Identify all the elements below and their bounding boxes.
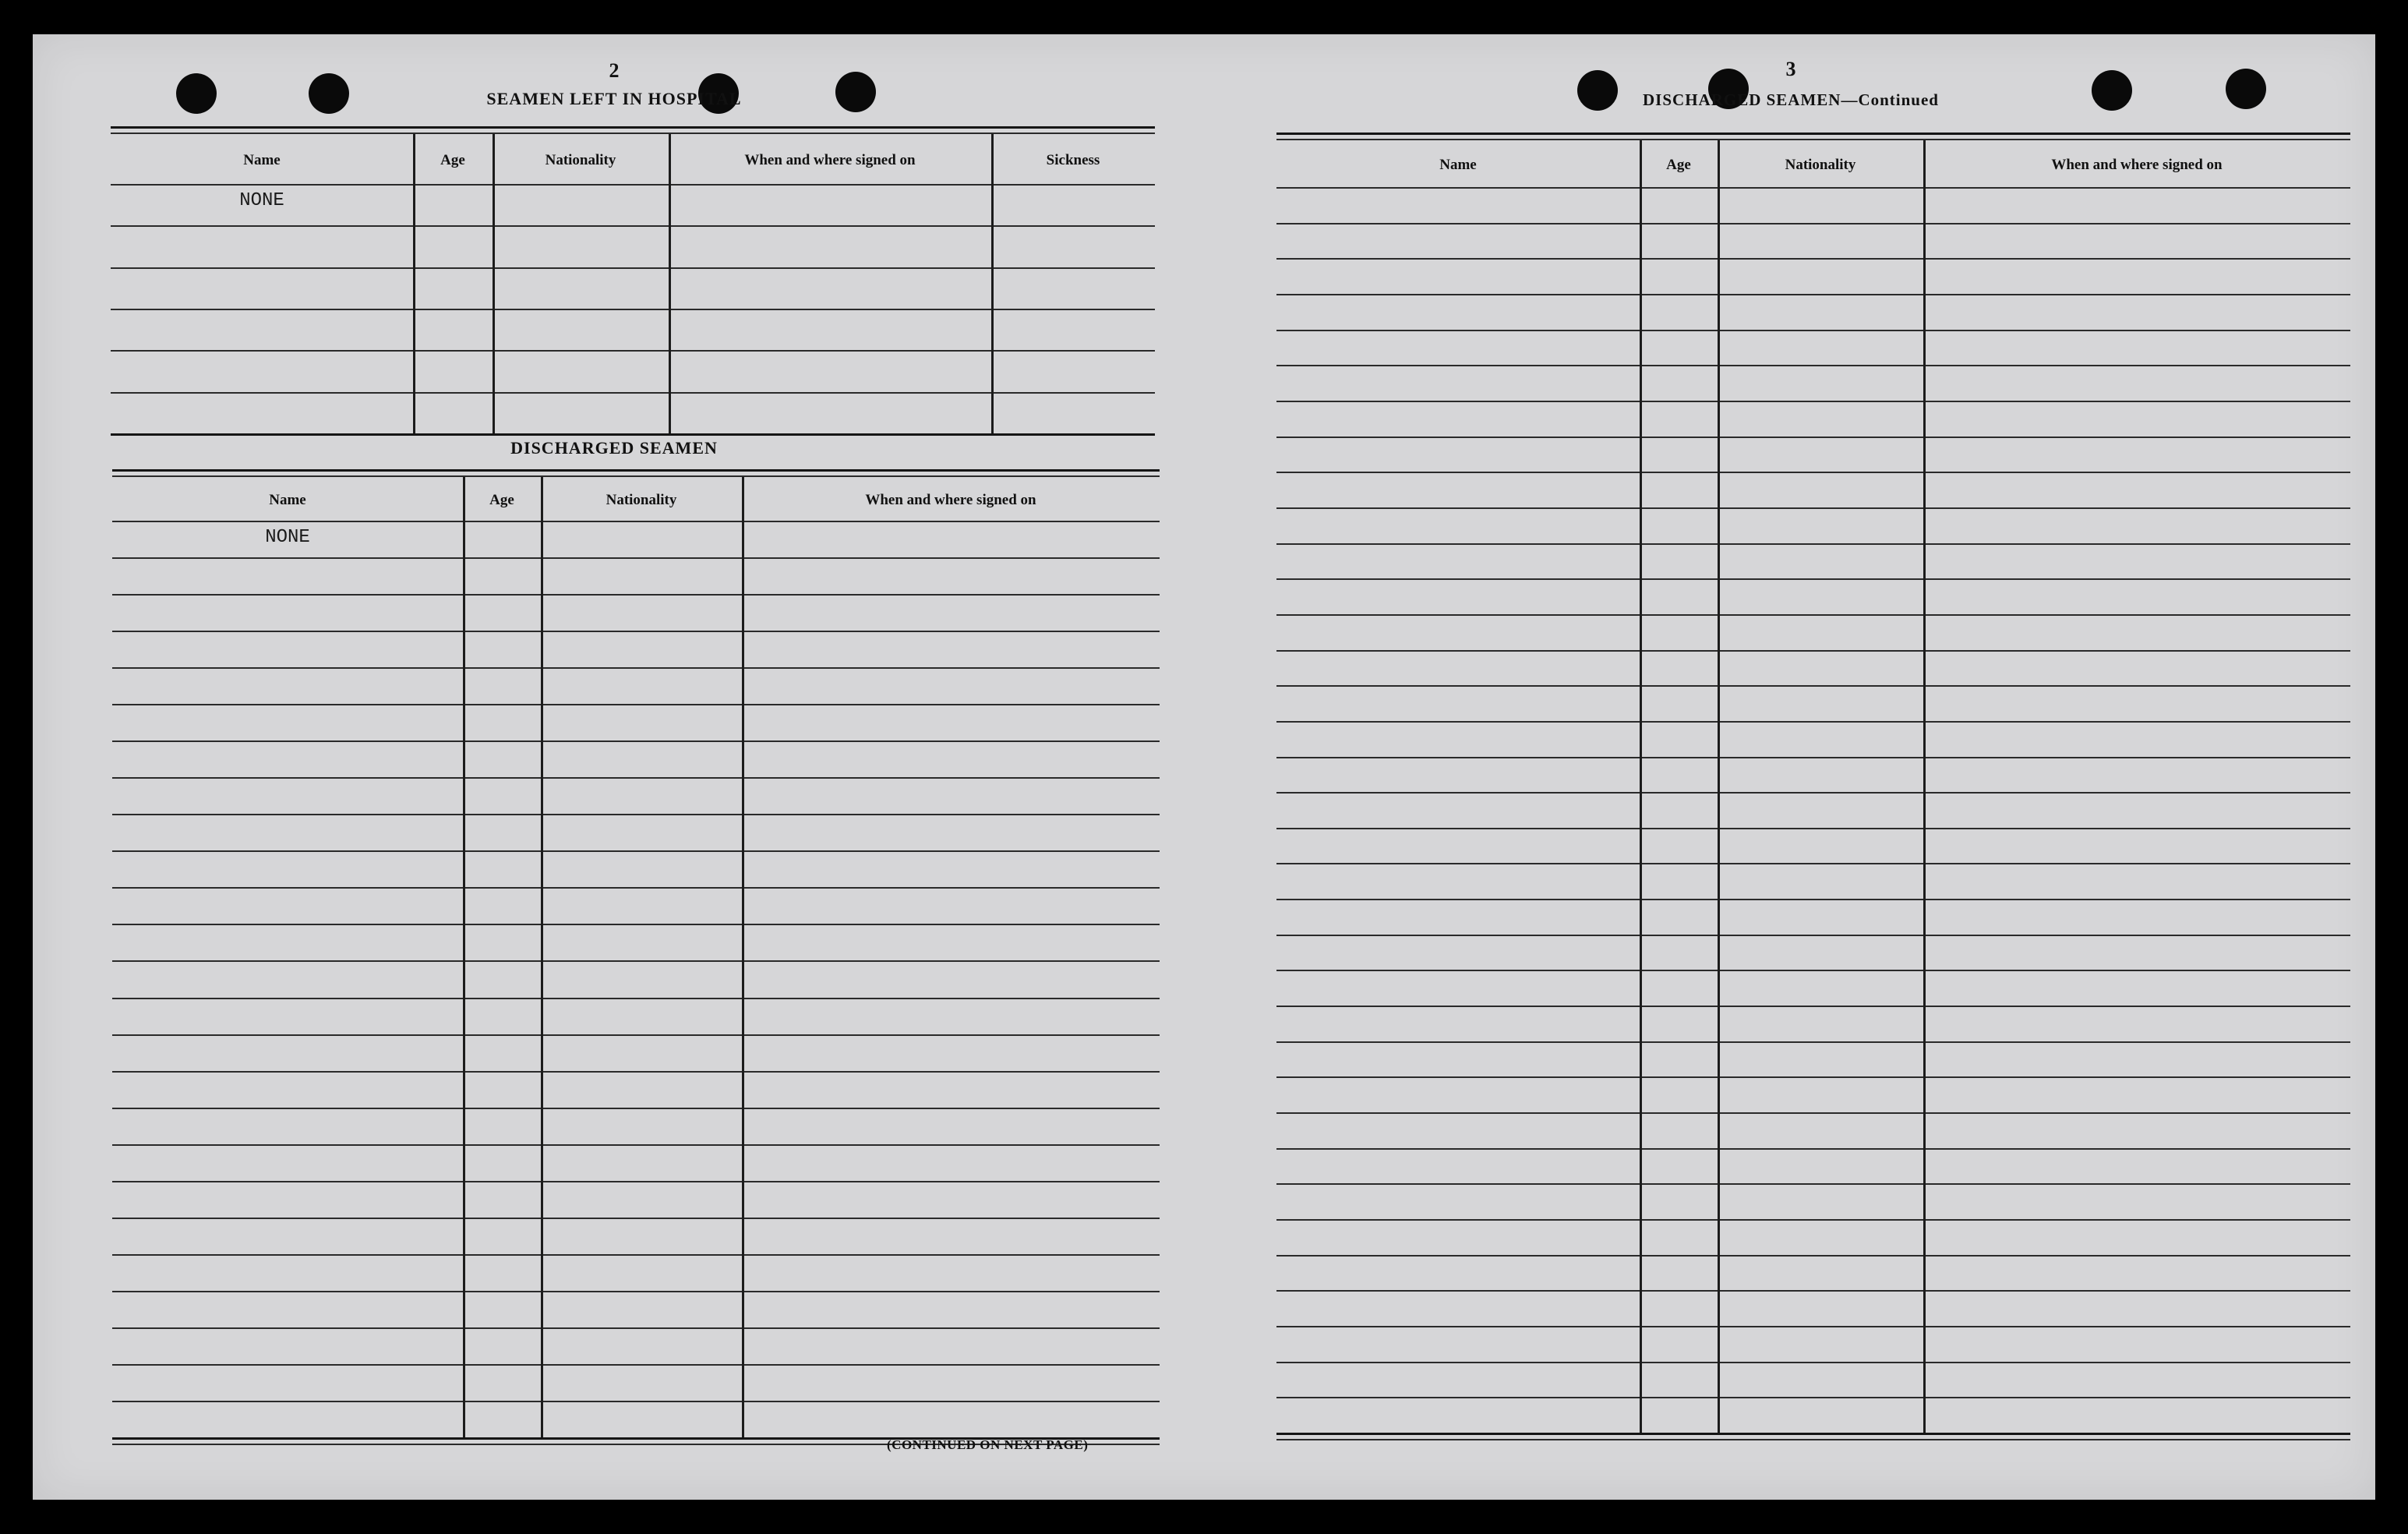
row-rule <box>112 1291 1160 1292</box>
column-header: Nationality <box>606 492 677 508</box>
hospital-table <box>111 126 1155 454</box>
column-divider <box>541 477 543 1437</box>
name-entry: NONE <box>239 190 284 211</box>
row-rule <box>1276 614 2350 616</box>
row-rule <box>112 1254 1160 1256</box>
row-rule <box>112 1108 1160 1109</box>
row-rule <box>1276 578 2350 580</box>
row-rule <box>112 960 1160 962</box>
column-divider <box>742 477 744 1437</box>
row-rule <box>112 667 1160 669</box>
row-rule <box>1276 1433 2350 1435</box>
row-rule <box>111 309 1155 310</box>
row-rule <box>112 1181 1160 1182</box>
row-rule <box>1276 970 2350 971</box>
punch-hole <box>2092 70 2132 111</box>
column-header: Age <box>489 492 514 508</box>
discharged-section-title: DISCHARGED SEAMEN <box>510 438 718 458</box>
row-rule <box>1276 1290 2350 1292</box>
row-rule <box>1276 330 2350 331</box>
row-rule <box>1276 294 2350 295</box>
column-header: When and where signed on <box>2051 157 2223 173</box>
row-rule <box>112 1327 1160 1329</box>
row-rule <box>112 1144 1160 1146</box>
row-rule <box>112 1401 1160 1402</box>
name-entry: NONE <box>265 527 310 548</box>
left-page-number: 2 <box>609 59 620 82</box>
column-divider <box>463 477 465 1437</box>
row-rule <box>1276 650 2350 652</box>
row-rule <box>1276 828 2350 829</box>
row-rule <box>1276 1219 2350 1221</box>
row-rule <box>112 631 1160 632</box>
top-rule <box>111 133 1155 134</box>
column-divider <box>413 134 415 433</box>
row-rule <box>112 594 1160 596</box>
row-rule <box>112 1218 1160 1219</box>
row-rule <box>1276 1326 2350 1327</box>
row-rule <box>1276 507 2350 509</box>
column-header: Sickness <box>1046 152 1100 168</box>
row-rule <box>112 850 1160 852</box>
row-rule <box>1276 1183 2350 1185</box>
continued-table <box>1276 133 2350 1433</box>
row-rule <box>1276 543 2350 545</box>
row-rule <box>111 350 1155 352</box>
continued-footer: (CONTINUED ON NEXT PAGE) <box>887 1437 1089 1452</box>
punch-hole <box>1577 70 1618 111</box>
row-rule <box>1276 685 2350 687</box>
top-rule <box>1276 139 2350 140</box>
row-rule <box>1276 1255 2350 1257</box>
row-rule <box>112 814 1160 815</box>
row-rule <box>112 777 1160 779</box>
row-rule <box>1276 258 2350 260</box>
header-rule <box>111 184 1155 186</box>
row-rule <box>112 924 1160 925</box>
top-rule <box>112 469 1160 472</box>
hospital-section-title: SEAMEN LEFT IN HOSPITAL <box>486 89 742 108</box>
row-rule <box>112 704 1160 705</box>
column-header: When and where signed on <box>744 152 916 168</box>
row-rule <box>1276 1148 2350 1150</box>
row-rule <box>1276 1041 2350 1043</box>
punch-hole <box>176 73 217 114</box>
row-rule <box>1276 1397 2350 1398</box>
row-rule <box>1276 792 2350 794</box>
column-header: Name <box>243 152 281 168</box>
column-header: Age <box>440 152 465 168</box>
row-rule <box>1276 223 2350 224</box>
column-header: Name <box>269 492 306 508</box>
column-header: Nationality <box>545 152 616 168</box>
ledger-sheet <box>33 34 2375 1500</box>
column-divider <box>493 134 495 433</box>
column-header: Age <box>1666 157 1691 173</box>
column-header: Nationality <box>1785 157 1856 173</box>
discharged-table <box>112 469 1160 1437</box>
row-rule <box>111 392 1155 394</box>
right-page-number: 3 <box>1785 58 1796 80</box>
header-rule <box>1276 187 2350 189</box>
header-rule <box>112 521 1160 522</box>
row-rule <box>1276 365 2350 366</box>
row-rule <box>111 267 1155 269</box>
row-rule <box>1276 437 2350 438</box>
bottom-rule <box>1276 1439 2350 1440</box>
row-rule <box>1276 1112 2350 1114</box>
column-header: Name <box>1439 157 1477 173</box>
row-rule <box>1276 1362 2350 1363</box>
row-rule <box>111 433 1155 436</box>
row-rule <box>112 998 1160 999</box>
column-divider <box>1718 140 1720 1433</box>
column-divider <box>1640 140 1642 1433</box>
punch-hole <box>2226 69 2266 109</box>
row-rule <box>112 887 1160 889</box>
row-rule <box>111 225 1155 227</box>
continued-section-title: DISCHARGED SEAMEN—Continued <box>1643 90 1939 109</box>
row-rule <box>112 557 1160 559</box>
punch-hole <box>835 72 876 112</box>
row-rule <box>1276 1006 2350 1007</box>
top-rule <box>111 126 1155 129</box>
punch-hole <box>309 73 349 114</box>
top-rule <box>1276 133 2350 135</box>
row-rule <box>1276 899 2350 900</box>
row-rule <box>1276 935 2350 936</box>
row-rule <box>1276 401 2350 402</box>
row-rule <box>1276 721 2350 723</box>
row-rule <box>1276 472 2350 473</box>
row-rule <box>112 1364 1160 1366</box>
row-rule <box>112 740 1160 742</box>
row-rule <box>1276 1076 2350 1078</box>
row-rule <box>1276 863 2350 864</box>
top-rule <box>112 475 1160 477</box>
row-rule <box>112 1034 1160 1036</box>
row-rule <box>112 1071 1160 1073</box>
row-rule <box>1276 757 2350 758</box>
column-divider <box>669 134 671 433</box>
column-header: When and where signed on <box>865 492 1036 508</box>
column-divider <box>991 134 994 433</box>
column-divider <box>1923 140 1926 1433</box>
